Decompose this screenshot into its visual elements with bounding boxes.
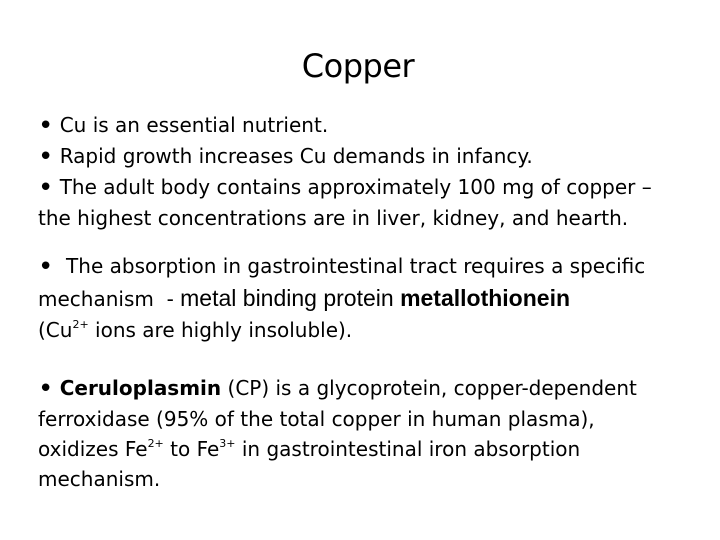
bullet-item-5 [38,373,698,404]
cu-text: (Cu [38,318,73,342]
bullet-item-3 [38,172,698,203]
bullet-item-4-line3 [38,315,698,345]
fe-text: oxidizes Fe [38,437,148,461]
bullet-text: Rapid growth increases Cu demands in infancy. [59,144,533,168]
slide-body [38,110,698,494]
mechanism-text: mechanism - [38,287,181,311]
metal-binding-text: metal binding protein [180,285,401,311]
bullet-item-3-continuation: the highest concentrations are in liver, kidney, and hearth. [38,206,629,230]
ceruloplasmin-text: Ceruloplasmin [59,376,222,400]
bullet-item-2 [38,141,698,172]
absorption-text: in gastrointestinal iron absorption [235,437,581,461]
bullet-item-4-line2 [38,282,698,315]
bullet-text: Cu is an essential nutrient. [59,113,329,137]
bullet-icon: • [38,142,54,172]
ions-text: ions are highly insoluble). [88,318,353,342]
metallothionein-text: metallothionein [400,285,571,311]
bullet-text: The absorption in gastrointestinal tract requires a specific [59,254,646,278]
bullet-item-5-line4: mechanism. [38,467,161,491]
bullet-icon: • [38,374,54,404]
bullet-text: The adult body contains approximately 100 mg of copper – [59,175,652,199]
bullet-item-4 [38,251,698,282]
superscript: 2+ [147,437,164,450]
to-fe-text: to Fe [163,437,220,461]
superscript: 2+ [72,318,89,331]
bullet-item-1 [38,110,698,141]
superscript: 3+ [219,437,236,450]
bullet-item-5-line2: ferroxidase (95% of the total copper in human plasma), [38,407,595,431]
bullet-icon: • [38,252,54,282]
bullet-icon: • [38,173,54,203]
slide-title: Copper [301,47,415,85]
bullet-icon: • [38,111,54,141]
bullet-text: (CP) is a glycoprotein, copper-dependent [221,376,637,400]
bullet-item-5-line3 [38,434,698,464]
